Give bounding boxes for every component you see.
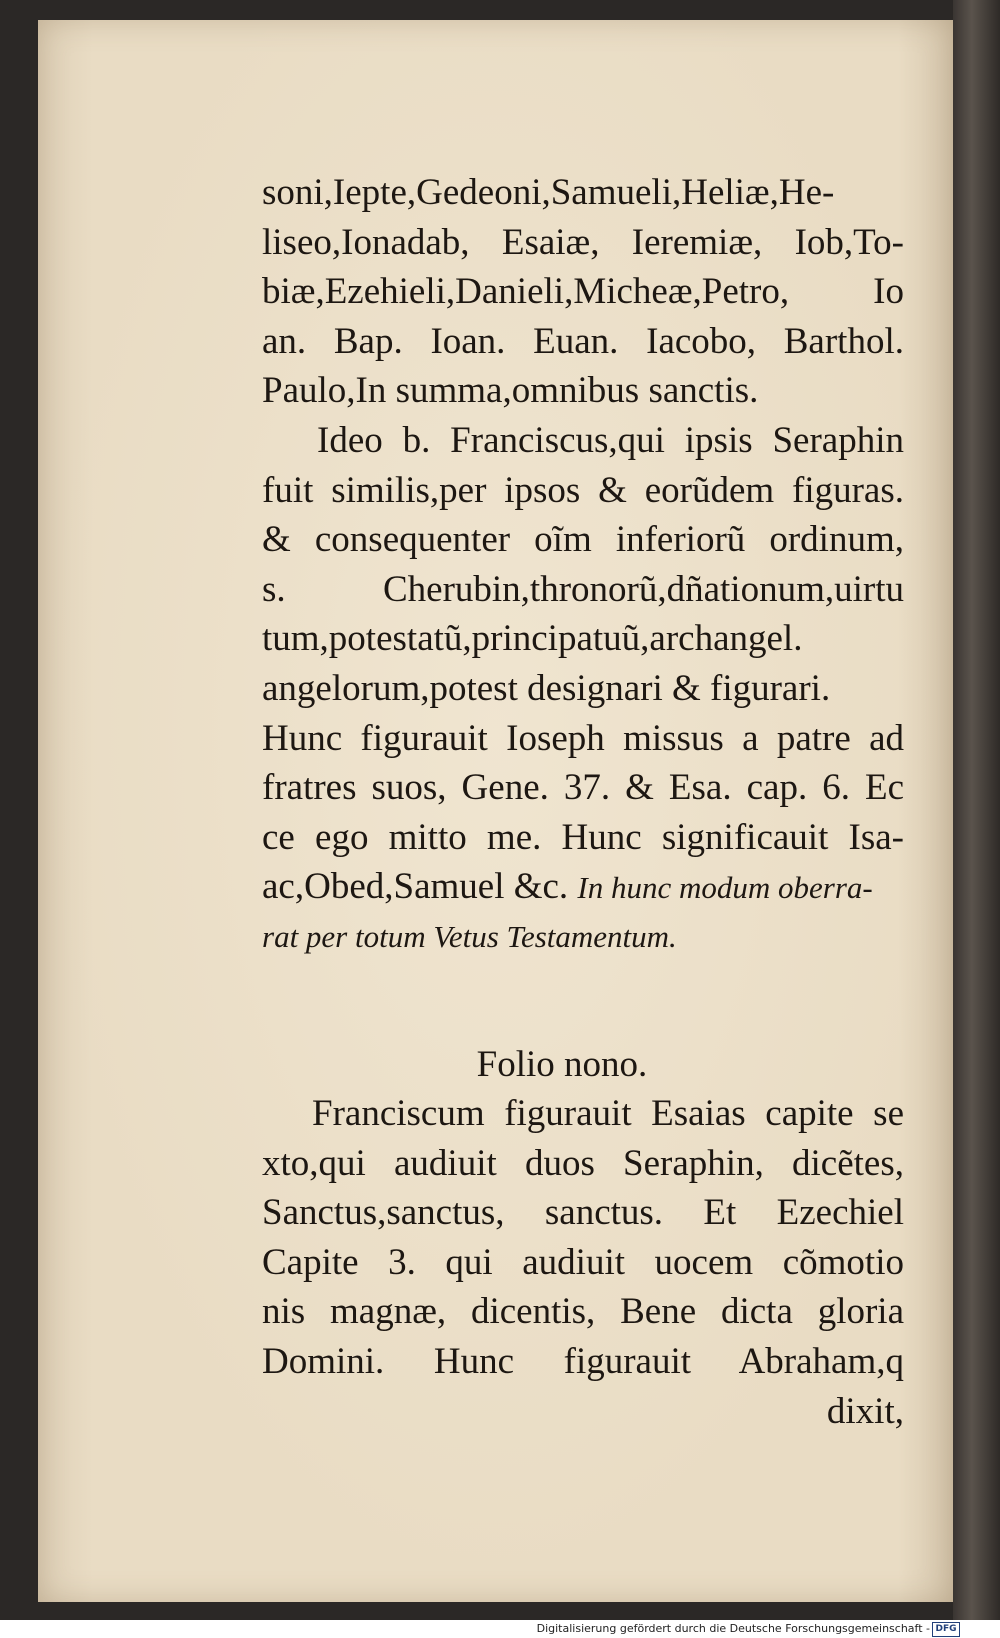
- text-line: Ideo b. Franciscus,qui ipsis Seraphin: [317, 419, 904, 461]
- catchword: dixit,: [826, 1390, 904, 1432]
- text-line: xto,qui audiuit duos Seraphin, dicẽtes,: [262, 1142, 904, 1184]
- text-line: tum,potestatũ,principatuũ,archangel.: [262, 618, 803, 660]
- page-text-block: [262, 168, 912, 1436]
- text-line: Capite 3. qui audiuit uocem cõmotio: [262, 1241, 904, 1283]
- footer-credit: Digitalisierung gefördert durch die Deutsche Forschungsgemeinschaft -: [536, 1622, 930, 1635]
- text-line: Hunc figurauit Ioseph missus a patre ad: [262, 717, 904, 759]
- section-heading: Folio nono.: [476, 1043, 648, 1085]
- text-line: nis magnæ, dicentis, Bene dicta gloria: [262, 1291, 904, 1333]
- text-line: ce ego mitto me. Hunc significauit Isa-: [262, 816, 904, 858]
- text-line: liseo,Ionadab, Esaiæ, Ieremiæ, Iob,To-: [262, 221, 904, 263]
- dfg-logo-icon: DFG: [932, 1622, 960, 1637]
- text-line: Paulo,In summa,omnibus sanctis.: [262, 370, 759, 412]
- text-line: & consequenter oĩm inferiorũ ordinum,: [262, 519, 904, 561]
- text-line: fuit similis,per ipsos & eorũdem figuras.: [262, 469, 904, 511]
- page-edge: [953, 0, 1000, 1620]
- text-line: an. Bap. Ioan. Euan. Iacobo, Barthol.: [262, 320, 904, 362]
- text-line: angelorum,potest designari & figurari.: [262, 667, 831, 709]
- text-line: soni,Iepte,Gedeoni,Samueli,Heliæ,He-: [262, 172, 835, 213]
- text-line: Sanctus,sanctus, sanctus. Et Ezechiel: [262, 1192, 904, 1234]
- text-italic-run: In hunc modum oberra-: [577, 870, 873, 906]
- footer-bar: [0, 1620, 1000, 1638]
- text-line-mixed: [262, 862, 912, 912]
- text-line: s. Cherubin,thronorũ,dñationum,uirtu: [262, 568, 904, 610]
- text-line-italic: rat per totum Vetus Testamentum.: [262, 918, 677, 954]
- section-gap: [262, 962, 912, 1040]
- text-line: fratres suos, Gene. 37. & Esa. cap. 6. Ec: [262, 767, 904, 809]
- text-line: Domini. Hunc figurauit Abraham,q: [262, 1341, 904, 1383]
- text-line: Franciscum figurauit Esaias capite se: [312, 1093, 904, 1135]
- text-line: biæ,Ezehieli,Danieli,Micheæ,Petro, Io: [262, 271, 904, 313]
- text-roman-run: ac,Obed,Samuel &c.: [262, 866, 569, 908]
